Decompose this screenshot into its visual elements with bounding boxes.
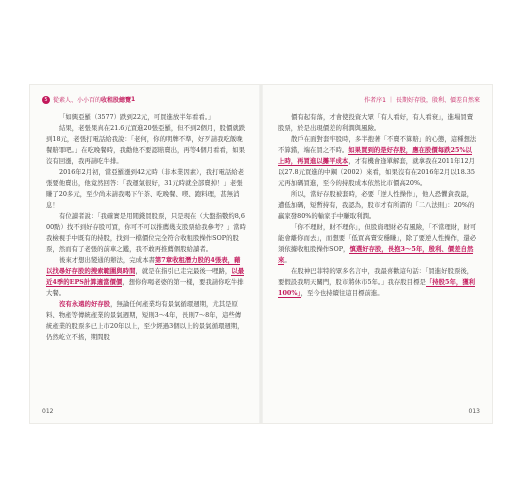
paragraph bbox=[278, 222, 478, 266]
text-run: 在股神巴菲特的眾多名言中，我最喜歡這句話：「買進好股票後，要假設我明天關門，股市將休市5年。」我存股目標是 bbox=[278, 267, 474, 286]
text-run: 有位讀者說：「我確實是用閒錢買股票，只是現在（大盤指數約8,600點）找不到好存股可買，你可不可以推薦幾支股票給我參考？」當時我檢視手中既有的持股，找到一檔價位完全符合收租股操作SOP的股票，然而有了老張的前車之鑑，我不敢再推薦個股給讀者。 bbox=[46, 212, 246, 253]
paragraph bbox=[46, 255, 246, 299]
paragraph bbox=[278, 189, 478, 222]
book-title-highlight: 收租股總覽 bbox=[101, 97, 132, 104]
right-body-text bbox=[278, 112, 478, 299]
chapter-number-badge: 5 bbox=[42, 96, 50, 104]
right-page bbox=[262, 85, 492, 423]
chapter-label: 作者序1 bbox=[364, 97, 386, 104]
text-run: ，才有機會逢單解套，就拿我在2011年12月以27.8元買進的中鋼（2002）來看，如果沒有在2016年2月以18.35元再加碼買進，至今的持股成本依然比市價高20%。 bbox=[278, 157, 475, 187]
book-spread bbox=[30, 85, 492, 423]
emphasis-text: 如果買到的是好存股，應在股價每跌25%以上時，再買進以攤平成本 bbox=[278, 146, 472, 165]
emphasis-text: 沒有永遠的好存股 bbox=[59, 300, 111, 308]
text-run: ，至今也持續往這目標前進。 bbox=[300, 289, 384, 297]
left-running-header bbox=[42, 95, 135, 104]
text-run: 「如興亞羅（3577）跌到22元，可買進放半年看看。」 bbox=[59, 113, 215, 121]
left-body-text bbox=[46, 112, 246, 343]
paragraph bbox=[278, 112, 478, 134]
text-run: 「你不理財，財不理你」，但股資理財必有風險，「不當理財，財可能會離你而去」，而想要「低買高賣安穩賺」，除了要逆人性操作，還必須依據收租股操作SOP， bbox=[278, 223, 477, 253]
text-run: 。 bbox=[284, 256, 291, 264]
paragraph bbox=[278, 134, 478, 189]
emphasis-text: 第7章收租潛力股的4張表，藉以找尋好存股的搜索範圍與時間 bbox=[46, 256, 241, 275]
text-run: 價有起有落，才會使投資大眾「有人看好，有人看衰」，進場買賣股票，於是出現價差的利潤與風險。 bbox=[278, 113, 474, 132]
left-page bbox=[30, 85, 260, 423]
text-run: 所以，當好存股被套時，必要「逆人性操作」，他人恐懼貪我最，遭低加碼，短暫持有，我認為，股市才有所謂的「二八法則」：20%的贏家發80%的輸家手中賺取利潤。 bbox=[278, 190, 475, 220]
paragraph bbox=[278, 266, 478, 299]
right-running-header bbox=[364, 95, 480, 104]
header-separator: ｜ bbox=[387, 97, 394, 104]
text-run: 2016年2月初，當亞羅漲到42元時（非本業因素），我打電話給老張要他賣出，他竟然回答：「我運氣很好，31元時就全部賣掉！」老張賺了20多元，至少尚未請我喝下午茶、吃晚餐、喫、跑料理，甚無消息！ bbox=[46, 168, 245, 209]
left-page-number: 012 bbox=[42, 408, 54, 415]
text-run: ，無論任何產業均有景氣循環週期，尤其是原料、物產等傳統產業的景氣週期，短則3～4年，長則7～8年，這些傳統產業的股票多已上市20年以上，至少經過3個以上的景氣循環週期，仍然屹立不搖，期間股 bbox=[46, 300, 244, 341]
text-run: 後來才想出變通的辦法，完成本書 bbox=[59, 256, 155, 264]
text-run: 散戶在面對套牢股時，多半抱著「不賣不算賠」的心態，這種想法不算錯，端在買之不時。 bbox=[278, 135, 477, 154]
emphasis-text: 以最近4季的EPS計算適當價價 bbox=[46, 267, 245, 286]
text-run: ，想你你喝老婆的第一樣，要我請你吃牛排大餐。 bbox=[46, 278, 244, 297]
paragraph bbox=[46, 123, 246, 167]
book-title: 從素人、小小百的 bbox=[53, 97, 102, 104]
book-title-suffix: 1 bbox=[131, 96, 136, 103]
paragraph bbox=[46, 299, 246, 343]
text-run: ，就是在指引已走完最後一哩路， bbox=[135, 267, 232, 275]
right-page-number: 013 bbox=[468, 408, 480, 415]
emphasis-text: 「持股5年，獲利100%」 bbox=[278, 278, 476, 297]
chapter-title: 長期好存股，殷利、價差自然來 bbox=[395, 97, 480, 104]
paragraph bbox=[46, 211, 246, 255]
emphasis-text: 慎選好存股，長抱3～5年，殷利、價差自然來 bbox=[278, 245, 474, 264]
paragraph bbox=[46, 167, 246, 211]
paragraph bbox=[46, 112, 246, 123]
text-run: 結果，老張果真在21.6元買進20張亞羅，但不到2個月，股價就跌到18元，老張打電話給我說：「老何，你的明牌不準，好歹請我吃飯晚餐賠罪吧。」在吃晚餐時，我勸他不要認賠賣出，再等4個月看看，如果沒有回漲，我再請吃牛排。 bbox=[46, 124, 246, 165]
